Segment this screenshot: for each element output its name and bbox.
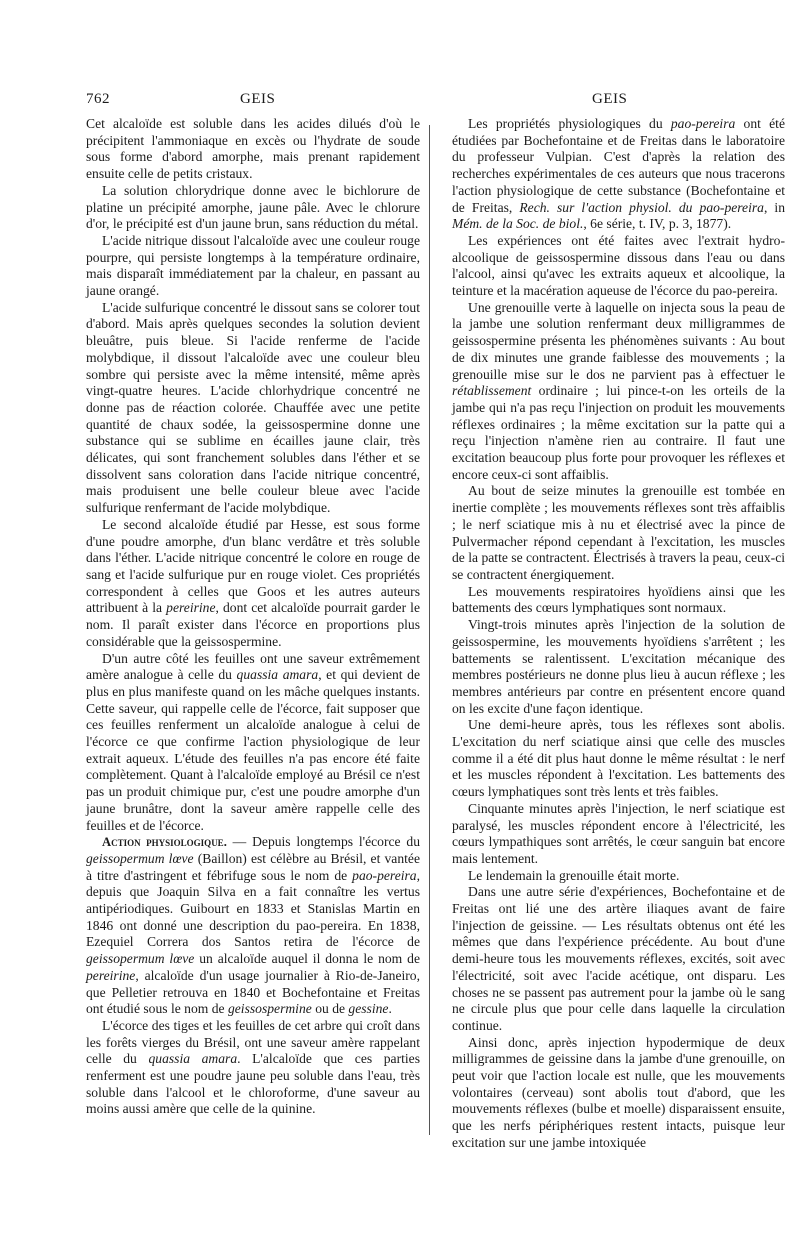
paragraph	[86, 651, 420, 835]
text-run: — Depuis longtemps l'écorce du	[226, 834, 420, 850]
paragraph: Le lendemain la grenouille était morte.	[468, 867, 680, 883]
text-run: , depuis que Joaquin Silva en a fait connaître les vertus antipériodiques. Guibourt en 1833 et Stanislas Martin en 1846 ont donné une description du pao-pereira. En 1838, Ezequiel Correra dos Santos retira de l'écorce de	[86, 867, 420, 950]
paragraph: Au bout de seize minutes la grenouille est tombée en inertie complète ; les mouvements réflexes sont très affaiblis ; le nerf sciatique mis à nu et électrisé avec la pince de Pulvermacher répond cependant à l'excitation, les muscles de la patte se contractent. Électrisés à travers la peau, ceux-ci se contractent énergiquement.	[452, 483, 785, 582]
paragraph: L'acide sulfurique concentré le dissout sans se colorer tout d'abord. Mais après quelques secondes la solution devient bleuâtre, puis bleue. Si l'acide renferme de l'acide molybdique, il dissout l'alcaloïde avec une couleur bleu sombre qui persiste avec la même intensité, même après vingt-quatre heures. L'acide chlorhydrique concentré ne donne pas de réaction colorée. Chauffée avec une petite quantité de chaux sodée, la geissospermine donne une substance qui se sublime en écailles jaune clair, très délicates, qui sont franchement solubles dans l'éther et se dissolvent sans coloration dans l'acide nitrique concentré, mais produisent une belle couleur bleue avec l'acide sulfurique renfermant de l'acide molybdique.	[86, 299, 420, 516]
paragraph	[452, 116, 785, 233]
text-run: .	[388, 1001, 392, 1017]
right-column	[452, 116, 785, 1152]
text-run: ordinaire ; lui pince-t-on les orteils de la jambe qui n'a pas reçu l'injection on produit les mouvements réflexes ordinaires ; la même excitation sur la patte qui a reçu l'injection n'amène rien au contraire. Il faut une excitation beaucoup plus forte pour provoquer les réflexes et encore ceux-ci sont affaiblis.	[452, 383, 785, 482]
text-run: ou de	[311, 1001, 349, 1017]
italic-term: geissopermum lœve	[86, 951, 195, 967]
paragraph	[86, 1018, 420, 1118]
paragraph: L'acide nitrique dissout l'alcaloïde avec une couleur rouge pourpre, qui persiste longtemps à la température ordinaire, mais disparaît immédiatement par la chaleur, en passant au jaune orangé.	[86, 232, 420, 299]
paragraph: Cinquante minutes après l'injection, le nerf sciatique est paralysé, les muscles répondent encore à l'électricité, les cœurs lympathiques sont arrêtés, le cœur sanguin bat encore mais lentement.	[452, 800, 785, 866]
paragraph: Une demi-heure après, tous les réflexes sont abolis. L'excitation du nerf sciatique ainsi que celle des muscles comme il a été dit plus haut donne le même résultat : le nerf et les muscles répondent à l'excitation. Les battements des cœurs lymphatiques sont très lents et très faibles.	[452, 717, 785, 800]
citation-journal: Mém. de la Soc. de biol.	[452, 216, 584, 232]
italic-term: pao-pereira	[670, 116, 736, 131]
text-run: (Baillon) est célèbre au Brésil, et vantée à titre d'astringent et fébrifuge sous le nom de	[86, 850, 420, 883]
text-run: , et qui devient de plus en plus manifeste quand on les mâche quelques instants. Cette saveur, qui rappelle celle de l'écorce, fait supposer que ces feuilles renferment un alcaloïde analogue à celui de l'écorce ce que confirme l'action physiologique de leur extrait aqueux. L'étude des feuilles n'a pas encore été faite complètement. Quant à l'alcaloïde employé au Brésil ce n'est pas un produit chimique pur, c'est une poudre amorphe d'un jaune brunâtre, dont la saveur amère rappelle celle des feuilles et de l'écorce.	[86, 667, 420, 833]
running-head-right: GEIS	[592, 91, 628, 107]
text-run: , alcaloïde d'un usage journalier à Rio-de-Janeiro, que Pelletier retrouva en 1840 et Bochefontaine et Freitas ont étudié sous le nom de	[86, 967, 420, 1017]
italic-term: quassia amara	[148, 1051, 238, 1067]
text-run: , in	[763, 199, 786, 215]
text-run: , dont cet alcaloïde pourrait garder le nom. Il paraît exister dans l'écorce en proportions plus considérable que la geissospermine.	[86, 600, 420, 649]
text-run: L'écorce des tiges et les feuilles de cet arbre qui croît dans les forêts vierges du Brésil, ont une saveur amère rappelant celle du	[86, 1017, 420, 1067]
paragraph	[86, 834, 420, 1018]
text-run: un alcaloïde auquel il donna le nom de	[194, 951, 420, 967]
text-run: ont été étudiées par Bochefontaine et de Freitas dans le laboratoire du professeur Vulpian. C'est d'après la relation des recherches expérimentales de ces auteurs que nous tracerons l'action physiologique de cette substance (Bochefontaine et de Freitas,	[452, 116, 785, 215]
italic-term: geissopermum lœve	[86, 850, 194, 866]
paragraph	[86, 517, 420, 651]
italic-term: quassia amara	[236, 667, 319, 683]
page-number: 762	[86, 91, 110, 107]
paragraph: Les expériences ont été faites avec l'extrait hydro-alcoolique de geissospermine dissous dans l'eau ou dans l'alcool, ainsi qu'avec les extraits aqueux et alcoolique, la teinture et la macération aqueuse de l'écorce du pao-pereira.	[452, 232, 785, 299]
text-run: . L'alcaloïde que ces parties renferment est une poudre jaune peu soluble dans l'eau, très soluble dans l'alcool et le chloroforme, d'une saveur au moins aussi amère que celle de la quinine.	[86, 1051, 420, 1117]
paragraph: Cet alcaloïde est soluble dans les acides dilués d'où le précipitent l'ammoniaque en excès ou l'hydrate de soude sous forme d'abord amorphe, mais prenant rapidement ensuite celle de petits cristaux.	[86, 116, 420, 182]
text-run: Le second alcaloïde étudié par Hesse, est sous forme d'une poudre amorphe, d'un blanc verdâtre et très soluble dans l'éther. L'acide nitrique concentré le colore en rouge de sang et l'acide sulfurique pur en rouge violet. Ces propriétés correspondent à celles que Goos et les autres auteurs attribuent à la	[86, 516, 420, 616]
italic-term: pao-pereira	[352, 867, 417, 883]
paragraph: Ainsi donc, après injection hypodermique de deux milligrammes de geissine dans la jambe d'une grenouille, on peut voir que l'action locale est nulle, que les mouvements volontaires (cerveau) sont abolis tout d'abord, que les mouvements réflexes (bulbe et moelle) disparaissent ensuite, que les nerfs périphériques restent intacts, puisque leur excitation sur une jambe intoxiquée	[452, 1034, 785, 1150]
italic-term: gessine	[348, 1001, 389, 1017]
paragraph: La solution chlorydrique donne avec le bichlorure de platine un précipité amorphe, jaune pâle. Avec le chlorure d'or, le précipité est d'un jaune brun, sans réduction du métal.	[86, 182, 420, 232]
paragraph: Dans une autre série d'expériences, Bochefontaine et de Freitas ont lié une des artère iliaques avant de faire l'injection de geissine. — Les résultats obtenus ont été les mêmes que dans l'expérience précédente. Au bout d'une demi-heure tous les mouvements réflexes, excités, soit avec l'électricité, soit avec l'acide acétique, ont disparu. Les choses ne se passent pas autrement pour la jambe où le sang ne circule plus que pour celle dans laquelle la circulation continue.	[452, 884, 785, 1033]
italic-term: pereirine	[166, 600, 216, 616]
running-head-left: GEIS	[240, 91, 276, 107]
text-run: Les propriétés physiologiques du	[468, 116, 671, 131]
text-run: D'un autre côté les feuilles ont une saveur extrêmement amère analogue à celle du	[86, 650, 420, 683]
italic-term: rétablissement	[452, 383, 532, 399]
citation-title: Rech. sur l'action physiol. du pao-pereira	[519, 199, 764, 215]
italic-term: pereirine	[86, 967, 136, 983]
paragraph: Vingt-trois minutes après l'injection de la solution de geissospermine, les mouvements hyoïdiens s'arrêtent ; les battements se ralentissent. L'excitation mécanique des membres postérieurs ne donne plus lieu à aucun réflexe ; les membres antérieurs par contre en présentent encore quand on les excite d'une façon identique.	[452, 617, 785, 716]
paragraph	[452, 300, 785, 484]
text-run: Une grenouille verte à laquelle on injecta sous la peau de la jambe une solution renfermant deux milligrammes de geissospermine présenta les phénomènes suivants : Au bout de dix minutes une grande faiblesse des mouvements ; la grenouille mise sur le dos ne parvient pas à effectuer le	[452, 299, 785, 382]
column-divider	[429, 125, 430, 1135]
paragraph: Les mouvements respiratoires hyoïdiens ainsi que les battements des cœurs lymphatiques sont normaux.	[452, 583, 785, 616]
section-heading: Action physiologique.	[102, 835, 227, 850]
italic-term: geissospermine	[227, 1001, 312, 1017]
left-column	[86, 116, 420, 1118]
text-run: , 6e série, t. IV, p. 3, 1877).	[583, 216, 732, 232]
